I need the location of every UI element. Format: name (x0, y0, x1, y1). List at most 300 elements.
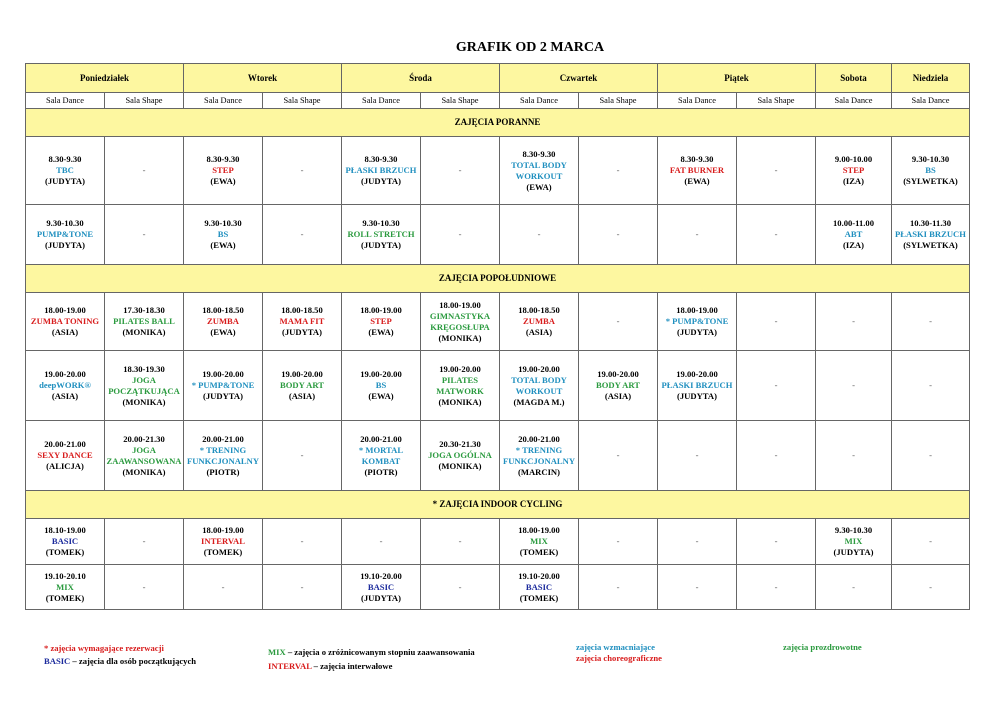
class-time: 18.10-19.00 (44, 525, 86, 535)
hall-header: Sala Shape (421, 93, 500, 109)
hall-header: Sala Shape (579, 93, 658, 109)
class-name: PŁASKI BRZUCH (345, 165, 417, 175)
class-instructor: (SYLWETKA) (903, 240, 958, 250)
schedule-row (26, 421, 970, 491)
schedule-cell (184, 519, 263, 565)
schedule-cell (892, 565, 970, 610)
class-time: 20.00-21.00 (518, 433, 560, 444)
class-time: 8.30-9.30 (206, 154, 240, 164)
empty-slot: - (616, 581, 620, 592)
empty-slot: - (300, 581, 304, 592)
schedule-cell (737, 293, 816, 351)
class-time: 18.00-19.00 (360, 305, 402, 315)
hall-header: Sala Shape (263, 93, 342, 109)
legend-interval (268, 661, 392, 672)
day-header: Wtorek (184, 64, 342, 93)
class-name: PŁASKI BRZUCH (661, 380, 733, 390)
class-instructor: (ASIA) (604, 391, 632, 401)
schedule-cell (421, 519, 500, 565)
empty-slot: - (458, 165, 462, 175)
class-name: BASIC (367, 581, 395, 592)
class-name: STEP (212, 165, 234, 175)
legend-strengthening (576, 642, 655, 653)
empty-slot: - (774, 316, 778, 326)
class-time: 18.00-19.00 (676, 305, 718, 315)
schedule-cell (263, 205, 342, 265)
schedule-cell (500, 137, 579, 205)
class-instructor: (SYLWETKA) (903, 176, 958, 186)
legend-mix (268, 647, 475, 658)
class-time: 18.00-19.00 (518, 525, 560, 535)
class-time: 19.10-20.00 (518, 570, 560, 581)
class-name: PŁASKI BRZUCH (895, 229, 966, 239)
schedule-cell (105, 293, 184, 351)
empty-slot: - (142, 229, 146, 239)
schedule-cell (737, 205, 816, 265)
schedule-cell (26, 205, 105, 265)
schedule-row (26, 565, 970, 610)
schedule-row (26, 293, 970, 351)
empty-slot: - (695, 581, 699, 592)
class-instructor: (JUDYTA) (45, 240, 85, 250)
empty-slot: - (929, 380, 932, 390)
legend-health (783, 642, 862, 653)
schedule-table (25, 63, 970, 610)
hall-header: Sala Shape (105, 93, 184, 109)
class-time: 19.00-20.00 (44, 369, 86, 379)
class-name: FAT BURNER (669, 165, 725, 175)
class-name: PILATES BALL (113, 316, 175, 326)
class-instructor: (JUDYTA) (361, 176, 401, 186)
schedule-cell (500, 565, 579, 610)
empty-slot: - (774, 165, 778, 175)
schedule-cell (26, 137, 105, 205)
schedule-cell (737, 137, 816, 205)
schedule-cell (658, 137, 737, 205)
schedule-cell (500, 205, 579, 265)
schedule-cell (892, 421, 970, 491)
class-name: ROLL STRETCH (347, 229, 415, 239)
class-instructor: (MONIKA) (122, 466, 166, 477)
schedule-cell (658, 421, 737, 491)
empty-slot: - (458, 229, 462, 239)
section-title (26, 265, 970, 293)
class-instructor: (ASIA) (288, 391, 316, 401)
class-time: 9.30-10.30 (204, 218, 242, 228)
legend-basic-key: BASIC (44, 656, 71, 666)
day-header: Poniedziałek (26, 64, 184, 93)
class-name: STEP (842, 165, 865, 175)
empty-slot: - (616, 450, 620, 460)
class-time: 9.30-10.30 (362, 218, 400, 228)
schedule-cell (737, 351, 816, 421)
class-time: 19.00-20.00 (676, 369, 718, 379)
class-name: TBC (56, 165, 74, 175)
class-time: 19.10-20.10 (44, 570, 86, 581)
legend-basic-desc: – zajęcia dla osób początkujących (70, 656, 197, 666)
empty-slot: - (929, 450, 932, 460)
schedule-cell (816, 519, 892, 565)
class-instructor: (EWA) (210, 327, 236, 337)
class-time: 19.00-20.00 (360, 369, 402, 379)
schedule-row (26, 351, 970, 421)
schedule-cell (263, 565, 342, 610)
class-instructor: (MAGDA M.) (513, 396, 565, 407)
schedule-cell (892, 137, 970, 205)
empty-slot: - (929, 536, 932, 546)
class-time: 8.30-9.30 (364, 154, 398, 164)
empty-slot: - (774, 229, 778, 239)
schedule-cell (816, 421, 892, 491)
schedule-cell (892, 205, 970, 265)
class-time: 20.30-21.30 (439, 439, 481, 449)
class-name: BS (925, 165, 936, 175)
class-instructor: (PIOTR) (364, 466, 398, 477)
schedule-cell (579, 565, 658, 610)
schedule-cell (816, 351, 892, 421)
schedule-cell (184, 565, 263, 610)
class-name: BODY ART (279, 380, 325, 390)
hall-header: Sala Dance (500, 93, 579, 109)
section-title-text: * ZAJĘCIA INDOOR CYCLING (432, 499, 563, 509)
class-instructor: (MONIKA) (438, 461, 482, 471)
class-instructor: (MONIKA) (438, 332, 482, 343)
class-name: STEP (370, 316, 392, 326)
empty-slot: - (300, 165, 304, 175)
hall-header: Sala Dance (892, 93, 970, 109)
class-instructor: (EWA) (684, 176, 710, 186)
legend-mix-desc: – zajęcia o zróżnicowanym stopniu zaawansowania (285, 647, 475, 657)
class-name: * MORTAL KOMBAT (358, 444, 404, 466)
schedule-cell (26, 421, 105, 491)
class-instructor: (EWA) (526, 181, 552, 192)
schedule-cell (816, 137, 892, 205)
section-title (26, 491, 970, 519)
class-name: BASIC (525, 581, 553, 592)
empty-slot: - (774, 380, 778, 390)
schedule-cell (579, 293, 658, 351)
class-name: GIMNASTYKA KRĘGOSŁUPA (429, 310, 491, 332)
schedule-cell (105, 137, 184, 205)
class-instructor: (JUDYTA) (203, 391, 243, 401)
class-instructor: (MONIKA) (122, 327, 166, 337)
class-instructor: (ALICJA) (46, 461, 84, 471)
class-name: deepWORK® (39, 380, 91, 390)
empty-slot: - (695, 450, 699, 460)
schedule-cell (892, 351, 970, 421)
page-title: GRAFIK OD 2 MARCA (455, 40, 605, 55)
schedule-cell (263, 421, 342, 491)
legend-health-text: zajęcia prozdrowotne (783, 642, 862, 652)
class-name: MAMA FIT (279, 316, 325, 326)
legend-mix-key: MIX (268, 647, 286, 657)
schedule-cell (579, 421, 658, 491)
schedule-cell (658, 351, 737, 421)
empty-slot: - (142, 581, 146, 592)
schedule-cell (579, 137, 658, 205)
hall-header: Sala Dance (342, 93, 421, 109)
class-time: 9.30-10.30 (911, 154, 950, 164)
class-instructor: (JUDYTA) (282, 327, 322, 337)
section-title-text: ZAJĘCIA POPOŁUDNIOWE (438, 273, 557, 283)
class-time: 8.30-9.30 (48, 154, 82, 164)
legend-reservation (44, 643, 164, 654)
class-instructor: (MONIKA) (438, 396, 482, 407)
empty-slot: - (695, 229, 699, 239)
class-name: TOTAL BODY WORKOUT (511, 159, 567, 181)
empty-slot: - (929, 316, 932, 326)
schedule-cell (263, 519, 342, 565)
day-header: Czwartek (500, 64, 658, 93)
schedule-cell (500, 519, 579, 565)
schedule-cell (658, 205, 737, 265)
schedule-cell (579, 519, 658, 565)
schedule-cell (26, 293, 105, 351)
legend-interval-key: INTERVAL (268, 661, 312, 671)
schedule-cell (105, 351, 184, 421)
class-time: 9.00-10.00 (834, 154, 873, 164)
class-name: JOGA OGÓLNA (428, 450, 492, 460)
class-instructor: (JUDYTA) (361, 240, 401, 250)
class-time: 19.00-20.00 (439, 363, 481, 374)
class-name: MIX (530, 536, 548, 546)
schedule-cell (184, 351, 263, 421)
empty-slot: - (616, 536, 620, 546)
schedule-cell (816, 293, 892, 351)
class-name: ZUMBA (207, 316, 239, 326)
class-instructor: (JUDYTA) (833, 547, 874, 557)
schedule-cell (184, 421, 263, 491)
schedule-cell (658, 565, 737, 610)
class-time: 19.10-20.00 (360, 570, 402, 581)
empty-slot: - (616, 229, 620, 239)
hall-header: Sala Dance (658, 93, 737, 109)
empty-slot: - (221, 581, 225, 592)
class-instructor: (EWA) (210, 240, 236, 250)
class-instructor: (TOMEK) (519, 592, 559, 603)
empty-slot: - (852, 316, 855, 326)
day-header: Niedziela (892, 64, 970, 93)
schedule-cell (342, 519, 421, 565)
class-name: ZUMBA (523, 316, 555, 326)
class-name: TOTAL BODY WORKOUT (511, 374, 567, 396)
schedule-cell (579, 351, 658, 421)
empty-slot: - (300, 450, 304, 460)
class-instructor: (ASIA) (525, 327, 553, 337)
hall-header: Sala Dance (816, 93, 892, 109)
empty-slot: - (458, 581, 462, 592)
class-instructor: (ASIA) (51, 327, 79, 337)
empty-slot: - (458, 536, 462, 546)
schedule-cell (892, 293, 970, 351)
day-header-row (26, 64, 970, 93)
class-instructor: (IZA) (842, 240, 864, 250)
hall-header: Sala Shape (737, 93, 816, 109)
class-time: 19.00-20.00 (518, 363, 560, 374)
empty-slot: - (300, 536, 304, 546)
empty-slot: - (142, 536, 146, 546)
class-time: 9.30-10.30 (834, 525, 873, 535)
empty-slot: - (616, 316, 620, 326)
day-header: Środa (342, 64, 500, 93)
empty-slot: - (300, 229, 304, 239)
class-instructor: (TOMEK) (203, 547, 243, 557)
schedule-cell (263, 137, 342, 205)
class-name: BASIC (51, 536, 79, 546)
legend-choreographic (576, 653, 662, 664)
section-header-row (26, 491, 970, 519)
class-time: 18.00-18.50 (518, 305, 560, 315)
class-name: * PUMP&TONE (665, 316, 729, 326)
class-instructor: (EWA) (368, 327, 394, 337)
class-time: 8.30-9.30 (522, 148, 556, 159)
schedule-cell (658, 293, 737, 351)
class-time: 10.00-11.00 (832, 218, 875, 228)
class-name: SEXY DANCE (37, 450, 93, 460)
schedule-cell (184, 205, 263, 265)
class-instructor: (TOMEK) (45, 547, 85, 557)
schedule-cell (342, 293, 421, 351)
legend-interval-desc: – zajęcia interwałowe (311, 661, 393, 671)
class-time: 8.30-9.30 (680, 154, 714, 164)
empty-slot: - (852, 581, 855, 592)
class-time: 18.00-19.00 (202, 525, 244, 535)
schedule-cell (658, 519, 737, 565)
class-instructor: (IZA) (842, 176, 864, 186)
class-name: PILATES MATWORK (436, 374, 484, 396)
schedule-cell (500, 293, 579, 351)
class-time: 18.00-19.00 (439, 299, 481, 310)
empty-slot: - (616, 165, 620, 175)
schedule-cell (342, 205, 421, 265)
empty-slot: - (774, 450, 778, 460)
schedule-cell (421, 293, 500, 351)
class-time: 20.00-21.00 (360, 433, 402, 444)
class-name: BS (375, 380, 387, 390)
schedule-cell (342, 137, 421, 205)
class-time: 19.00-20.00 (202, 369, 244, 379)
schedule-cell (421, 205, 500, 265)
class-name: BS (217, 229, 229, 239)
class-instructor: (TOMEK) (45, 592, 85, 603)
class-time: 18.30-19.30 (123, 363, 165, 374)
class-name: * PUMP&TONE (191, 380, 255, 390)
class-time: 17.30-18.30 (123, 305, 165, 315)
schedule-cell (184, 137, 263, 205)
empty-slot: - (929, 581, 932, 592)
class-time: 18.00-18.50 (202, 305, 244, 315)
class-name: MIX (844, 536, 863, 546)
hall-header-row (26, 93, 970, 109)
schedule-cell (421, 351, 500, 421)
schedule-cell (500, 421, 579, 491)
schedule-cell (26, 565, 105, 610)
legend-strengthening-text: zajęcia wzmacniające (576, 642, 655, 652)
class-name: JOGA ZAAWANSOWANA (106, 444, 182, 466)
empty-slot: - (852, 380, 855, 390)
class-instructor: (JUDYTA) (361, 592, 401, 603)
hall-header: Sala Dance (184, 93, 263, 109)
class-time: 20.00-21.00 (44, 439, 86, 449)
empty-slot: - (774, 581, 778, 592)
schedule-cell (342, 351, 421, 421)
empty-slot: - (379, 536, 383, 546)
class-instructor: (MONIKA) (122, 396, 166, 407)
schedule-cell (105, 565, 184, 610)
class-time: 9.30-10.30 (46, 218, 84, 228)
class-name: ABT (844, 229, 863, 239)
section-header-row (26, 109, 970, 137)
class-time: 20.00-21.00 (202, 433, 244, 444)
class-name: BODY ART (595, 380, 641, 390)
schedule-cell (26, 519, 105, 565)
schedule-cell (342, 565, 421, 610)
class-time: 10.30-11.30 (909, 218, 952, 228)
class-name: INTERVAL (201, 536, 245, 546)
schedule-cell (737, 421, 816, 491)
legend-reservation-text: * zajęcia wymagające rezerwacji (44, 643, 164, 653)
class-instructor: (JUDYTA) (677, 391, 717, 401)
schedule-cell (105, 519, 184, 565)
schedule-cell (892, 519, 970, 565)
schedule-cell (421, 137, 500, 205)
section-header-row (26, 265, 970, 293)
section-title-text: ZAJĘCIA PORANNE (454, 117, 541, 127)
class-instructor: (JUDYTA) (45, 176, 85, 186)
class-time: 18.00-19.00 (44, 305, 86, 315)
empty-slot: - (695, 536, 699, 546)
legend-basic (44, 656, 196, 667)
empty-slot: - (852, 450, 855, 460)
schedule-row (26, 137, 970, 205)
class-instructor: (PIOTR) (206, 466, 240, 477)
class-time: 20.00-21.30 (123, 433, 165, 444)
hall-header: Sala Dance (26, 93, 105, 109)
schedule-cell (737, 565, 816, 610)
schedule-cell (737, 519, 816, 565)
class-name: JOGA POCZĄTKUJĄCA (108, 374, 180, 396)
class-name: ZUMBA TONING (30, 316, 100, 326)
class-time: 18.00-18.50 (281, 305, 323, 315)
schedule-cell (816, 565, 892, 610)
class-instructor: (ASIA) (51, 391, 79, 401)
schedule-cell (421, 421, 500, 491)
class-name: MIX (56, 581, 74, 592)
schedule-cell (105, 421, 184, 491)
class-instructor: (JUDYTA) (677, 327, 717, 337)
section-title (26, 109, 970, 137)
schedule-cell (816, 205, 892, 265)
schedule-cell (184, 293, 263, 351)
class-name: * TRENING FUNKCJONALNY (502, 444, 576, 466)
class-name: * TRENING FUNKCJONALNY (186, 444, 260, 466)
schedule-row (26, 205, 970, 265)
class-name: PUMP&TONE (36, 229, 94, 239)
schedule-row (26, 519, 970, 565)
day-header: Piątek (658, 64, 816, 93)
schedule-cell (263, 293, 342, 351)
empty-slot: - (142, 165, 146, 175)
schedule-cell (500, 351, 579, 421)
empty-slot: - (537, 229, 541, 239)
class-instructor: (EWA) (368, 391, 394, 401)
class-instructor: (TOMEK) (519, 547, 559, 557)
schedule-cell (342, 421, 421, 491)
empty-slot: - (774, 536, 778, 546)
schedule-cell (421, 565, 500, 610)
schedule-cell (579, 205, 658, 265)
schedule-cell (26, 351, 105, 421)
